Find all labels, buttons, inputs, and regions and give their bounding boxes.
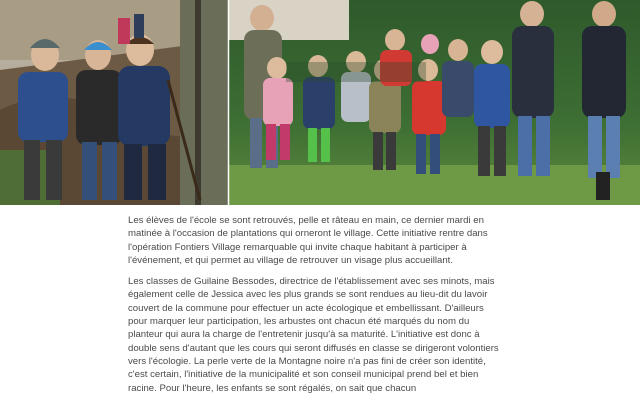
children-with-shovels-planting-photo: [0, 0, 228, 205]
article-body: [128, 214, 500, 403]
article-paragraph: Les élèves de l'école se sont retrouvés, pelle et râteau en main, ce dernier mardi en matinée à l'occasion de plantations qui orneront le village. Cette initiative rentre dans l'opération Fontiers Village remarquable qui invite chaque habitant à participer à l'événement, et qui permet au village de retrouver un visage plus accueillant.: [128, 215, 488, 266]
article-paragraph: Les classes de Guilaine Bessodes, directrice de l'établissement avec ses minots, mais également celle de Jessica avec les plus grands se sont rendues au lieu-dit du lavoir couvert de la commune pour effectuer un acte écologique et embellissant. D'ailleurs pour marquer leur participation, les arbustes ont chacun été marqués du nom du planteur qui aura la charge de l'entretenir jusqu'à sa maturité. L'initiative est donc à double sens d'autant que les cours qui seront diffusés en classe se dirigeront volontiers vers l'écologie. La perle verte de la Montagne noire n'a pas fini de créer son identité, c'est certain, l'initiative de la municipalité et son conseil municipal prend bel et bien racine. Pour l'heure, les enfants se sont régalés, on sait que chacun: [128, 276, 499, 394]
group-of-children-and-adults-photo: [229, 0, 640, 205]
